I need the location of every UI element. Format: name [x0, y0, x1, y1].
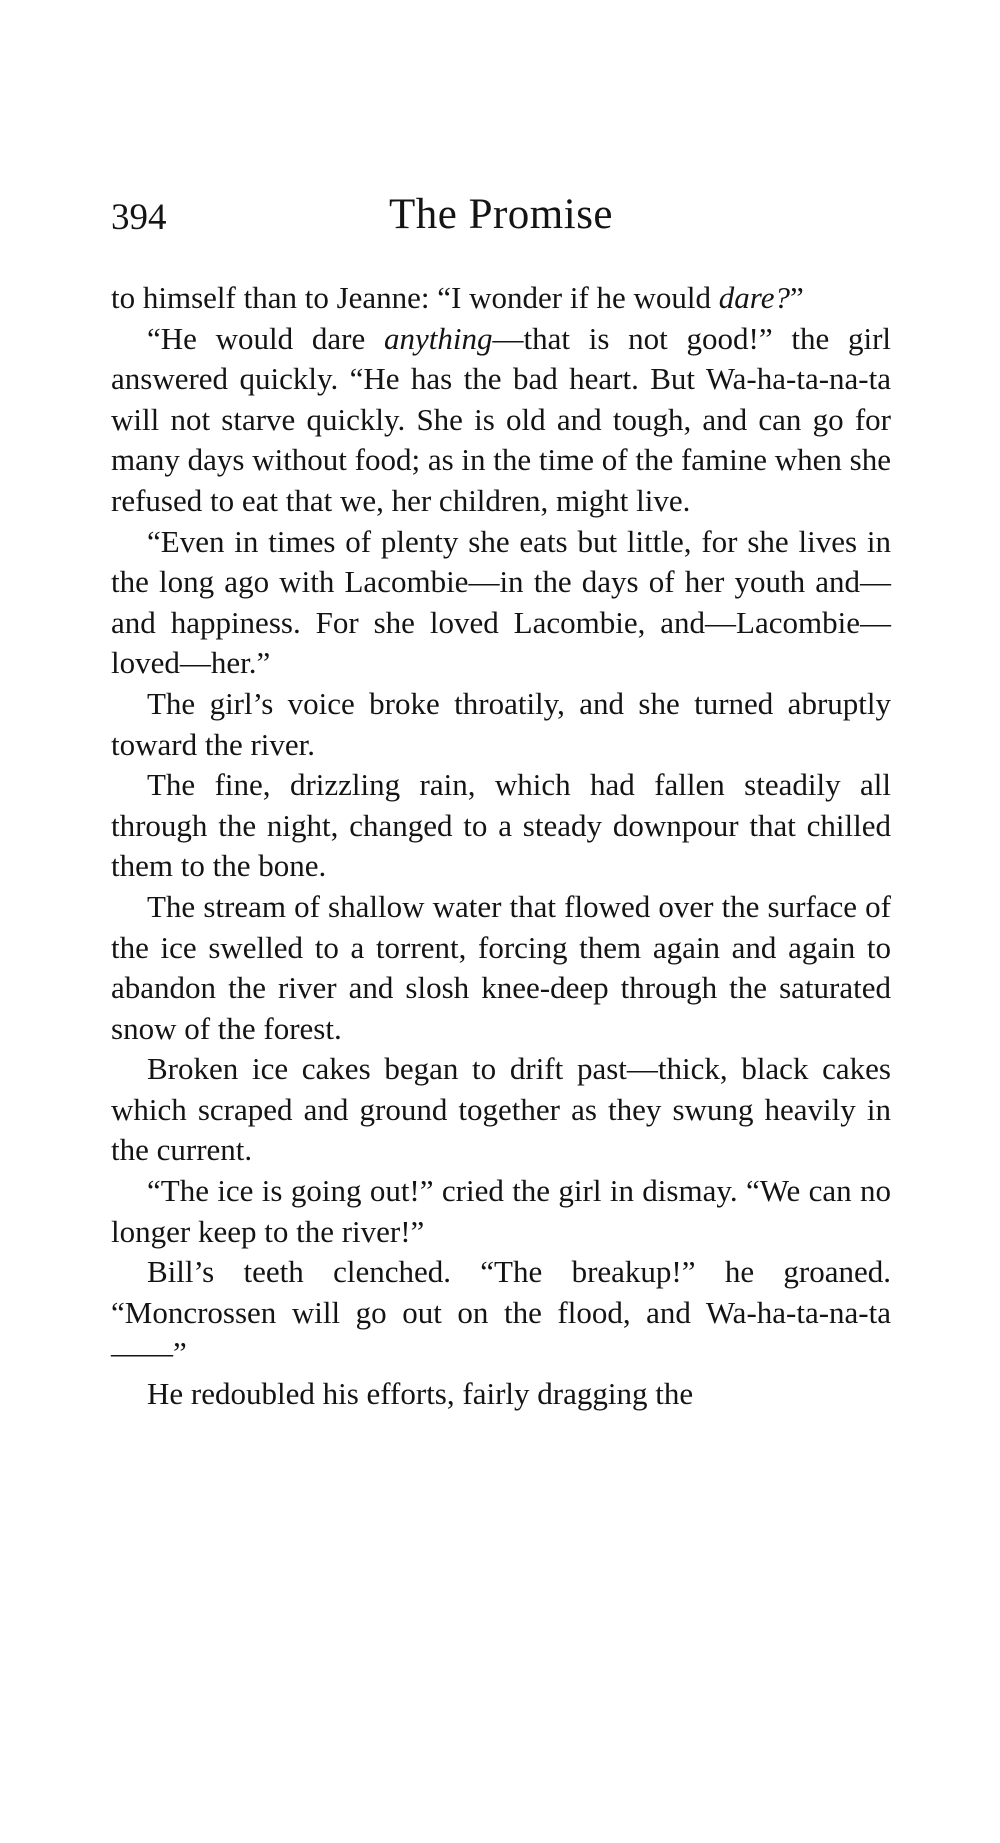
text-run: Broken ice cakes began to drift past—thick, black cakes which scraped and ground together as they swung heavily in the current.	[111, 1051, 891, 1168]
italic-run: dare?	[718, 280, 790, 315]
paragraph	[111, 887, 891, 1049]
paragraph	[111, 522, 891, 684]
paragraph	[111, 1252, 891, 1374]
text-run: He redoubled his efforts, fairly dragging the	[147, 1376, 694, 1412]
page-number: 394	[111, 197, 167, 238]
text-run: The girl’s voice broke throatily, and she turned abruptly toward the river.	[111, 685, 891, 762]
paragraph	[111, 278, 891, 319]
text-run: ”	[789, 280, 804, 315]
text-run: —that is not good!” the girl answered quickly. “He has the bad heart. But Wa-ha-ta-na-ta will not starve quickly. She is old and tough, and can go for many days without food; as in the time of the famine when she refused to eat that we, her children, might live.	[111, 320, 892, 518]
paragraph	[111, 684, 891, 765]
paragraph	[111, 1049, 891, 1171]
text-run: The fine, drizzling rain, which had fallen steadily all through the night, changed to a steady downpour that chilled them to the bone.	[111, 767, 891, 884]
text-run: The stream of shallow water that flowed over the surface of the ice swelled to a torrent, forcing them again and again to abandon the river and slosh knee-deep through the saturated snow of the forest.	[111, 888, 891, 1046]
page-header	[111, 190, 891, 250]
text-run: Bill’s teeth clenched. “The breakup!” he groaned. “Moncrossen will go out on the flood, and Wa-ha-ta-na-ta——”	[111, 1254, 891, 1371]
text-run: “He would dare	[147, 320, 384, 356]
running-title: The Promise	[388, 191, 614, 238]
italic-run: anything	[384, 320, 493, 356]
text-run: “The ice is going out!” cried the girl in dismay. “We can no longer keep to the river!”	[111, 1173, 891, 1249]
text-run: “Even in times of plenty she eats but little, for she lives in the long ago with Lacombie—in the days of her youth and—and happiness. For she loved Lacombie, and—Lacombie—loved—her.”	[111, 523, 891, 681]
text-run: to himself than to Jeanne: “I wonder if he would	[111, 280, 719, 315]
paragraph	[111, 1171, 891, 1252]
body-text	[111, 278, 891, 1415]
paragraph	[111, 319, 891, 522]
paragraph	[111, 765, 891, 887]
paragraph	[111, 1374, 891, 1415]
book-page	[111, 190, 891, 1415]
